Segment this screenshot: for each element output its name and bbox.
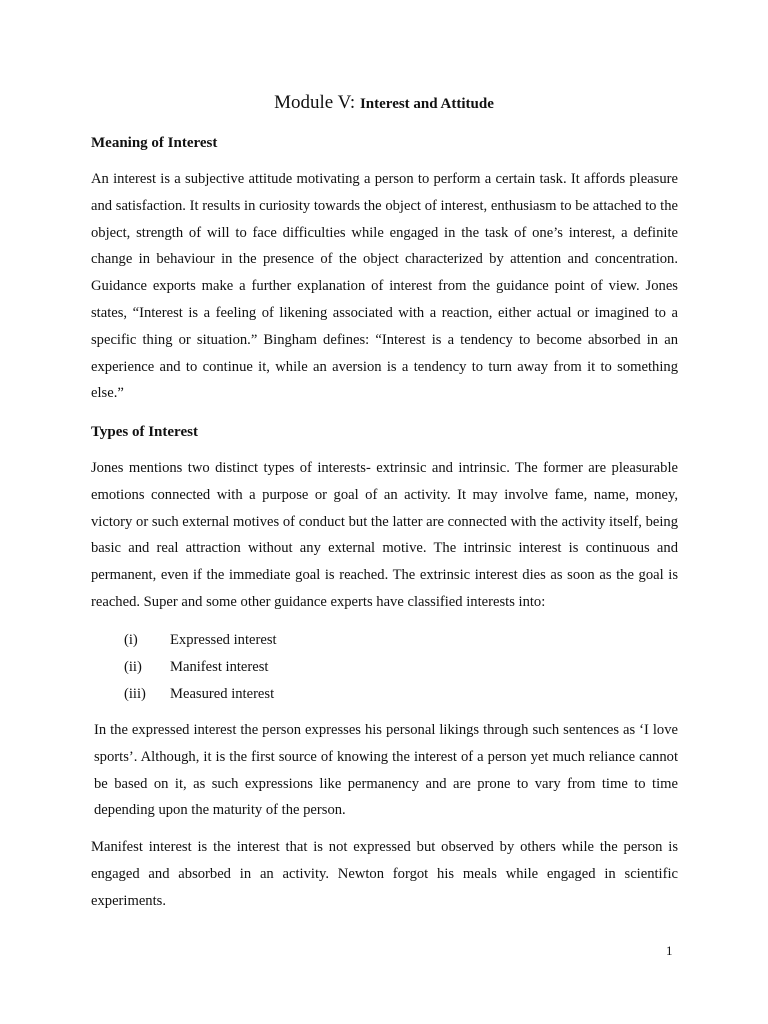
paragraph-meaning: An interest is a subjective attitude motivating a person to perform a certain task. It affords pleasure and satisfaction. It results in curiosity towards the object of interest, enthusiasm to be attached to the object, strength of will to face difficulties while engaged in the task of one’s interest, a definite change in behaviour in the presence of the object characterized by attention and concentration. Guidance exports make a further explanation of interest from the guidance point of view. Jones states, “Interest is a feeling of likening associated with a reaction, either actual or imagined to a specific thing or situation.” Bingham defines: “Interest is a tendency to become absorbed in an experience and to continue it, while an aversion is a tendency to turn away from it to something else.” [91, 171, 678, 402]
list-item [124, 654, 277, 681]
paragraph-expressed-interest: In the expressed interest the person expresses his personal likings through such sentences as ‘I love sports’. Although, it is the first source of knowing the interest of a person yet much reliance cannot be based on it, as such expressions like permanency and are prone to vary from time to time depending upon the maturity of the person. [94, 722, 678, 819]
title-topic: Interest and Attitude [359, 96, 494, 112]
paragraph-types: Jones mentions two distinct types of interests- extrinsic and intrinsic. The former are pleasurable emotions connected with a purpose or goal of an activity. It may involve fame, name, money, victory or such external motives of conduct but the latter are connected with the activity itself, being basic and real attraction without any external motive. The intrinsic interest is continuous and permanent, even if the immediate goal is reached. The extrinsic interest dies as soon as the goal is reached. Super and some other guidance experts have classified interests into: [91, 460, 678, 610]
heading-types-of-interest: Types of Interest [91, 424, 198, 440]
list-item-text: Manifest interest [170, 659, 269, 675]
paragraph-manifest-interest: Manifest interest is the interest that is not expressed but observed by others while the person is engaged and absorbed in an activity. Newton forgot his meals while engaged in scientific experiments. [91, 839, 678, 909]
list-item [124, 681, 277, 708]
page-number: 1 [666, 943, 673, 958]
list-item-number: (iii) [124, 686, 146, 702]
title-module: Module V: [274, 92, 356, 113]
page-title [0, 92, 768, 114]
list-item [124, 627, 277, 654]
list-item-number: (i) [124, 632, 138, 648]
interest-types-list [124, 627, 277, 708]
heading-meaning-of-interest: Meaning of Interest [91, 135, 218, 151]
list-item-number: (ii) [124, 659, 142, 675]
list-item-text: Expressed interest [170, 632, 277, 648]
list-item-text: Measured interest [170, 686, 275, 702]
